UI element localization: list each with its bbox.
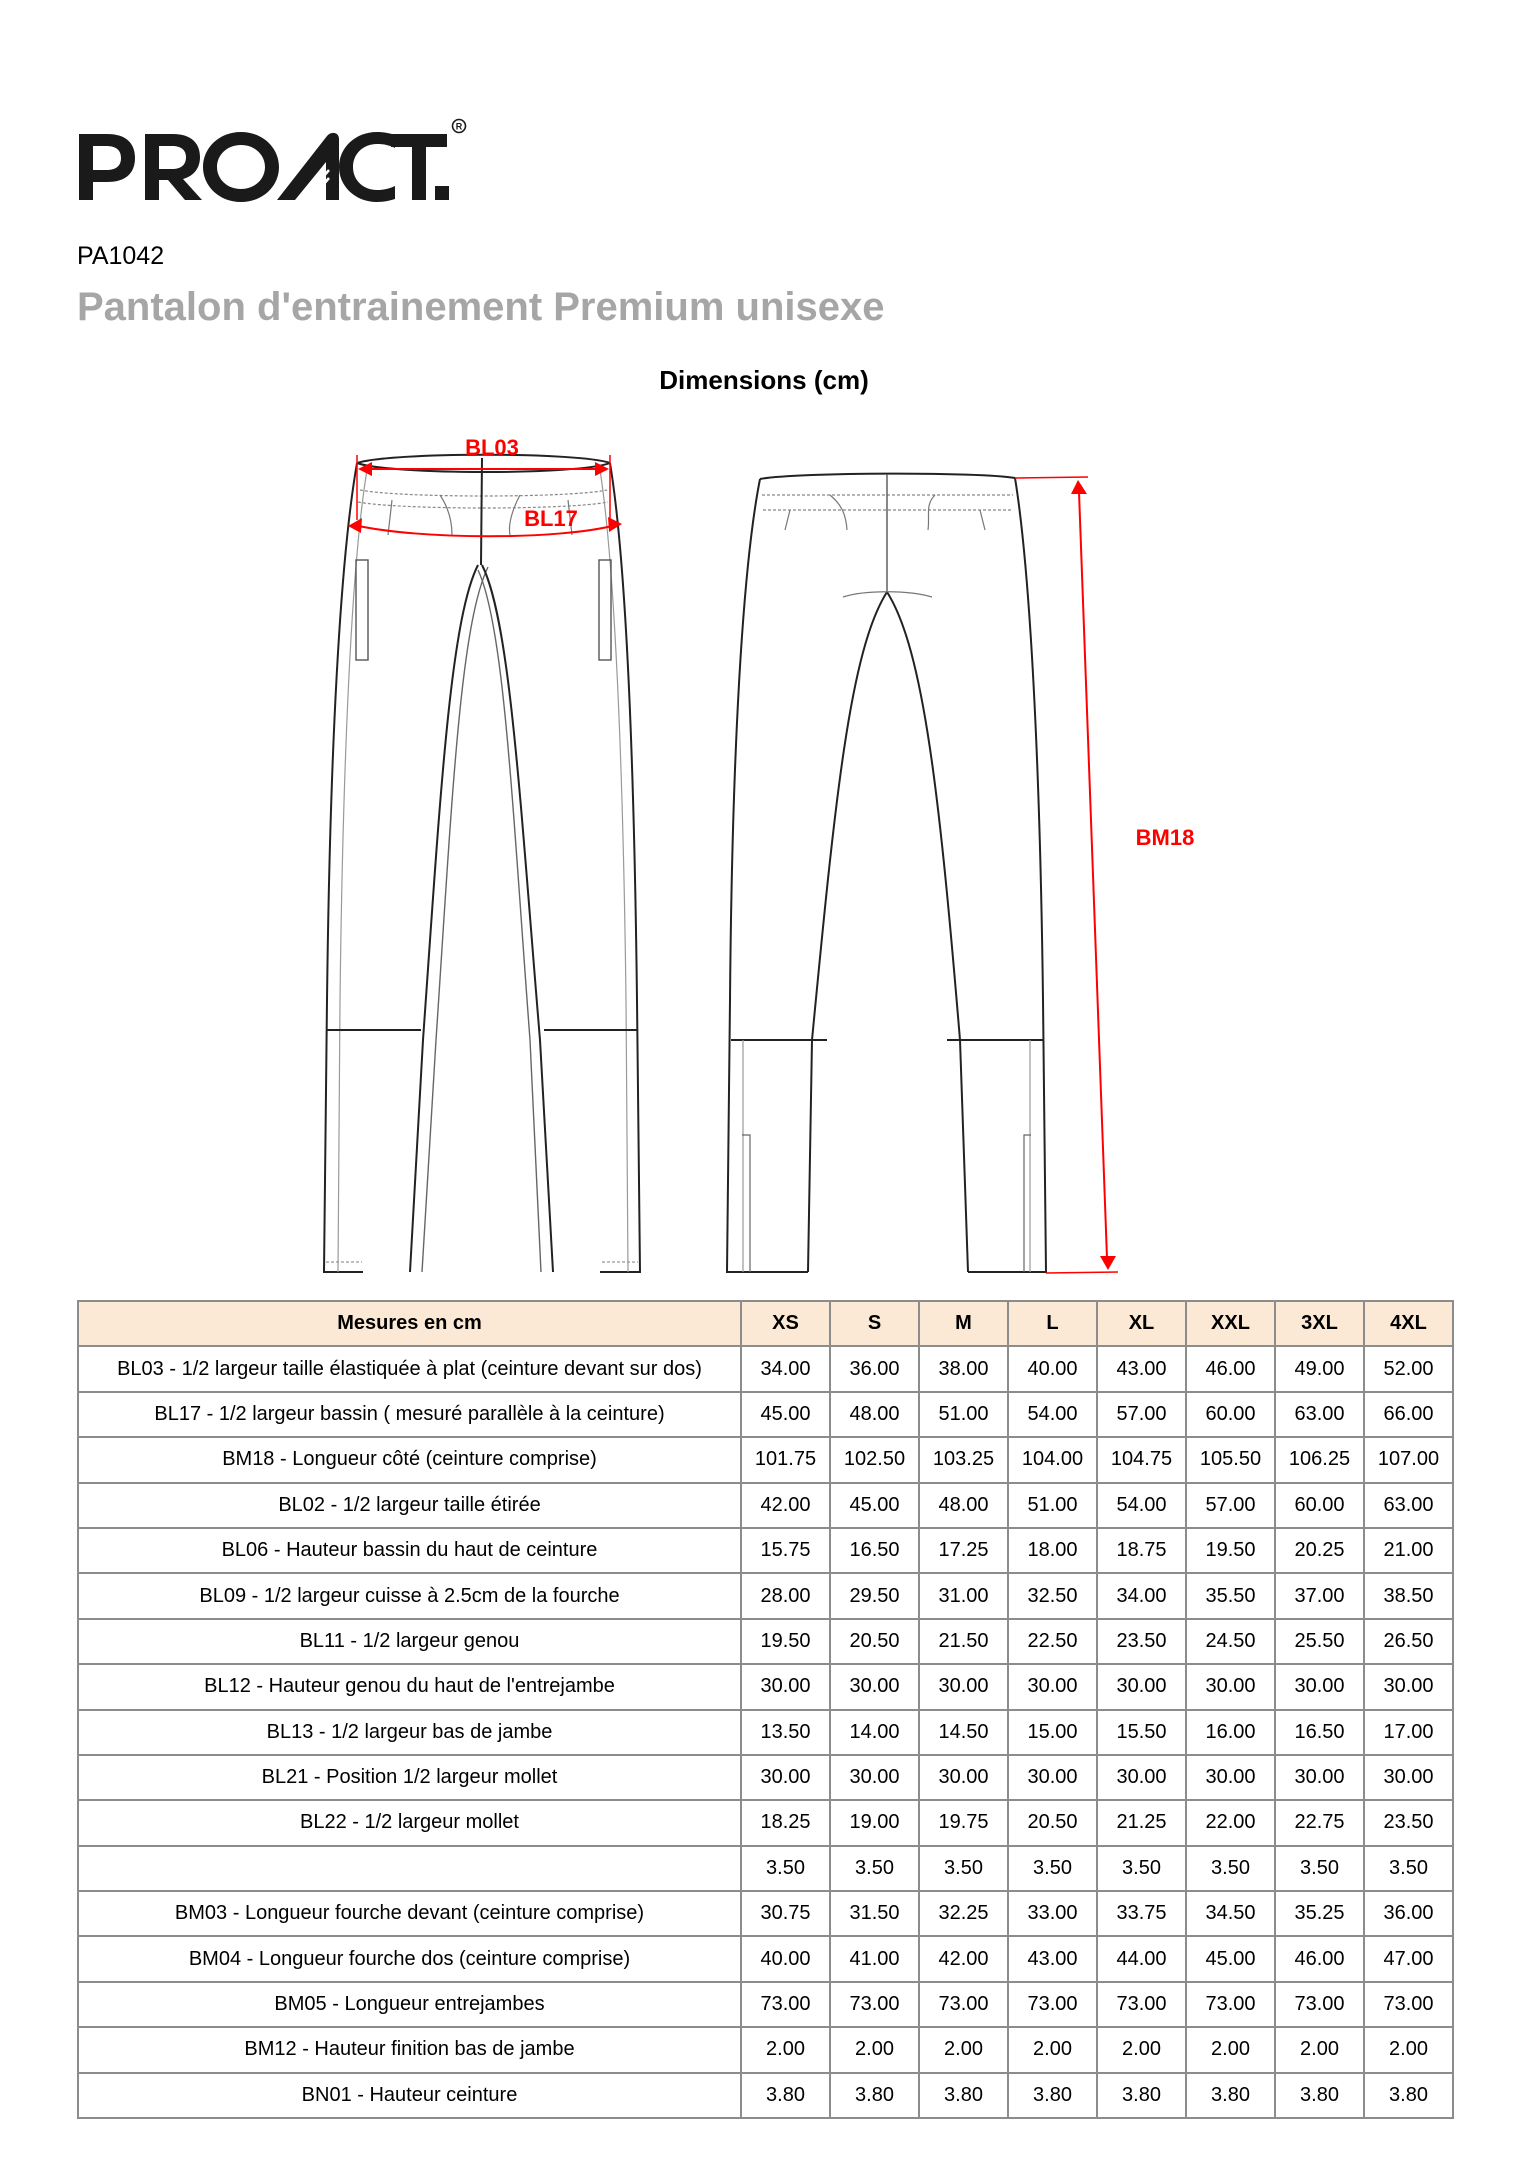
measurement-label: BM03 - Longueur fourche devant (ceinture comprise) — [78, 1891, 741, 1936]
measurement-value: 48.00 — [830, 1392, 919, 1437]
measurement-value: 106.25 — [1275, 1437, 1364, 1482]
header-size-l: L — [1008, 1301, 1097, 1346]
table-row — [78, 1437, 1453, 1482]
measurement-value: 30.00 — [919, 1664, 1008, 1709]
logo-letter-r — [145, 134, 202, 200]
measurement-value: 19.00 — [830, 1800, 919, 1845]
measurement-value: 45.00 — [741, 1392, 830, 1437]
measurement-value: 24.50 — [1186, 1619, 1275, 1664]
measurement-label: BL02 - 1/2 largeur taille étirée — [78, 1483, 741, 1528]
table-body — [78, 1346, 1453, 2118]
measurement-value: 22.00 — [1186, 1800, 1275, 1845]
header-size-xs: XS — [741, 1301, 830, 1346]
measurement-value: 3.80 — [830, 2073, 919, 2118]
measurement-value: 73.00 — [1008, 1982, 1097, 2027]
technical-drawing — [300, 420, 1200, 1300]
logo-letter-o — [203, 132, 279, 202]
measurement-value: 49.00 — [1275, 1346, 1364, 1391]
table-row — [78, 1528, 1453, 1573]
measurement-value: 105.50 — [1186, 1437, 1275, 1482]
measurement-value: 60.00 — [1186, 1392, 1275, 1437]
measurement-value: 45.00 — [1186, 1936, 1275, 1981]
measurement-value: 34.50 — [1186, 1891, 1275, 1936]
table-row — [78, 1619, 1453, 1664]
measurement-value: 17.00 — [1364, 1710, 1453, 1755]
measurement-value: 35.50 — [1186, 1573, 1275, 1618]
header-size-xl: XL — [1097, 1301, 1186, 1346]
measurement-value: 38.50 — [1364, 1573, 1453, 1618]
measurement-label: BL03 - 1/2 largeur taille élastiquée à plat (ceinture devant sur dos) — [78, 1346, 741, 1391]
measurement-label: BL06 - Hauteur bassin du haut de ceinture — [78, 1528, 741, 1573]
measurement-value: 46.00 — [1275, 1936, 1364, 1981]
table-row — [78, 1483, 1453, 1528]
measurement-value: 3.50 — [1008, 1846, 1097, 1891]
header-size-s: S — [830, 1301, 919, 1346]
measurement-value: 52.00 — [1364, 1346, 1453, 1391]
measurement-value: 42.00 — [919, 1936, 1008, 1981]
measurement-value: 16.50 — [830, 1528, 919, 1573]
measurement-value: 32.50 — [1008, 1573, 1097, 1618]
table-row — [78, 1392, 1453, 1437]
measurement-value: 47.00 — [1364, 1936, 1453, 1981]
dimensions-title — [0, 364, 1528, 396]
measurement-value: 3.80 — [741, 2073, 830, 2118]
table-header-row — [78, 1301, 1453, 1346]
measurement-value: 73.00 — [1097, 1982, 1186, 2027]
measurement-value: 30.00 — [1364, 1664, 1453, 1709]
measurement-value: 35.25 — [1275, 1891, 1364, 1936]
bl03-label: BL03 — [465, 435, 519, 460]
measurement-value: 104.75 — [1097, 1437, 1186, 1482]
measurement-value: 21.50 — [919, 1619, 1008, 1664]
measurement-value: 30.00 — [1008, 1755, 1097, 1800]
back-view — [727, 474, 1046, 1272]
measurement-value: 73.00 — [830, 1982, 919, 2027]
measurement-value: 32.25 — [919, 1891, 1008, 1936]
logo-letter-a — [277, 133, 339, 200]
measurement-label: BL11 - 1/2 largeur genou — [78, 1619, 741, 1664]
measurement-value: 30.00 — [1364, 1755, 1453, 1800]
table-row — [78, 1982, 1453, 2027]
measurement-value: 3.50 — [919, 1846, 1008, 1891]
measurement-label: BL22 - 1/2 largeur mollet — [78, 1800, 741, 1845]
measurement-value: 3.50 — [1186, 1846, 1275, 1891]
measurement-value: 33.00 — [1008, 1891, 1097, 1936]
measurement-value: 26.50 — [1364, 1619, 1453, 1664]
measurement-value: 13.50 — [741, 1710, 830, 1755]
measurement-value: 36.00 — [830, 1346, 919, 1391]
measurement-value: 20.50 — [1008, 1800, 1097, 1845]
measurement-value: 14.50 — [919, 1710, 1008, 1755]
measurement-value: 3.80 — [1008, 2073, 1097, 2118]
table-row — [78, 1573, 1453, 1618]
measurement-value: 25.50 — [1275, 1619, 1364, 1664]
measurement-value: 51.00 — [919, 1392, 1008, 1437]
measurement-value: 20.25 — [1275, 1528, 1364, 1573]
header-size-m: M — [919, 1301, 1008, 1346]
size-chart-table — [77, 1300, 1454, 2119]
measurement-value: 63.00 — [1364, 1483, 1453, 1528]
table-row — [78, 1846, 1453, 1891]
measurement-value: 18.25 — [741, 1800, 830, 1845]
measurement-label: BM05 - Longueur entrejambes — [78, 1982, 741, 2027]
measurement-value: 30.00 — [1275, 1664, 1364, 1709]
measurement-value: 45.00 — [830, 1483, 919, 1528]
table-row — [78, 1800, 1453, 1845]
measurement-value: 57.00 — [1097, 1392, 1186, 1437]
measurement-value: 30.00 — [1186, 1755, 1275, 1800]
measurement-value: 3.80 — [1097, 2073, 1186, 2118]
proact-logo — [77, 118, 477, 208]
measurement-value: 3.50 — [830, 1846, 919, 1891]
measurement-value: 21.25 — [1097, 1800, 1186, 1845]
logo-period — [435, 186, 449, 200]
measurement-value: 2.00 — [1186, 2027, 1275, 2072]
measurement-value: 15.00 — [1008, 1710, 1097, 1755]
measurement-value: 54.00 — [1008, 1392, 1097, 1437]
measurement-value: 30.00 — [830, 1755, 919, 1800]
measurement-value: 43.00 — [1008, 1936, 1097, 1981]
measurement-value: 73.00 — [1186, 1982, 1275, 2027]
measurement-value: 3.80 — [1364, 2073, 1453, 2118]
logo-letter-c — [339, 132, 395, 202]
measurement-value: 3.50 — [1275, 1846, 1364, 1891]
measurement-value: 2.00 — [1364, 2027, 1453, 2072]
measurement-value: 41.00 — [830, 1936, 919, 1981]
measurement-value: 31.50 — [830, 1891, 919, 1936]
measurement-value: 30.00 — [1008, 1664, 1097, 1709]
table-row — [78, 2073, 1453, 2118]
measurement-value: 30.00 — [1097, 1664, 1186, 1709]
measurement-value: 30.00 — [830, 1664, 919, 1709]
measurement-value: 51.00 — [1008, 1483, 1097, 1528]
measurement-label: BN01 - Hauteur ceinture — [78, 2073, 741, 2118]
measurement-label — [78, 1846, 741, 1891]
measurement-value: 30.00 — [919, 1755, 1008, 1800]
measurement-value: 15.50 — [1097, 1710, 1186, 1755]
measurement-value: 3.80 — [1186, 2073, 1275, 2118]
measurement-value: 3.80 — [1275, 2073, 1364, 2118]
measurement-value: 15.75 — [741, 1528, 830, 1573]
header-size-4xl: 4XL — [1364, 1301, 1453, 1346]
table-row — [78, 1891, 1453, 1936]
header-size-xxl: XXL — [1186, 1301, 1275, 1346]
measurement-annotations — [348, 435, 1194, 1273]
measurement-value: 19.50 — [1186, 1528, 1275, 1573]
measurement-value: 40.00 — [1008, 1346, 1097, 1391]
measurement-label: BM04 - Longueur fourche dos (ceinture comprise) — [78, 1936, 741, 1981]
measurement-value: 48.00 — [919, 1483, 1008, 1528]
front-view — [324, 455, 640, 1272]
table-row — [78, 2027, 1453, 2072]
measurement-value: 40.00 — [741, 1936, 830, 1981]
logo-letter-p — [79, 134, 135, 200]
measurement-value: 2.00 — [741, 2027, 830, 2072]
measurement-value: 22.75 — [1275, 1800, 1364, 1845]
measurement-value: 30.00 — [1186, 1664, 1275, 1709]
measurement-value: 60.00 — [1275, 1483, 1364, 1528]
measurement-value: 2.00 — [1275, 2027, 1364, 2072]
measurement-value: 30.00 — [1275, 1755, 1364, 1800]
table-row — [78, 1346, 1453, 1391]
measurement-value: 37.00 — [1275, 1573, 1364, 1618]
measurement-value: 102.50 — [830, 1437, 919, 1482]
measurement-value: 44.00 — [1097, 1936, 1186, 1981]
svg-text:R: R — [455, 121, 463, 132]
table-row — [78, 1664, 1453, 1709]
product-code: PA1042 — [77, 242, 165, 270]
measurement-value: 23.50 — [1097, 1619, 1186, 1664]
measurement-value: 19.50 — [741, 1619, 830, 1664]
measurement-value: 3.50 — [1364, 1846, 1453, 1891]
bl17-label: BL17 — [524, 506, 578, 531]
bm18-label: BM18 — [1135, 825, 1195, 850]
measurement-value: 101.75 — [741, 1437, 830, 1482]
measurement-value: 57.00 — [1186, 1483, 1275, 1528]
measurement-value: 34.00 — [1097, 1573, 1186, 1618]
measurement-label: BL09 - 1/2 largeur cuisse à 2.5cm de la fourche — [78, 1573, 741, 1618]
measurement-value: 18.75 — [1097, 1528, 1186, 1573]
measurement-value: 103.25 — [919, 1437, 1008, 1482]
measurement-value: 2.00 — [1097, 2027, 1186, 2072]
measurement-label: BM12 - Hauteur finition bas de jambe — [78, 2027, 741, 2072]
measurement-value: 42.00 — [741, 1483, 830, 1528]
header-measures: Mesures en cm — [78, 1301, 741, 1346]
table-row — [78, 1936, 1453, 1981]
measurement-value: 2.00 — [830, 2027, 919, 2072]
measurement-value: 73.00 — [1364, 1982, 1453, 2027]
dimensions-title-text: Dimensions (cm) — [659, 365, 869, 395]
measurement-value: 16.50 — [1275, 1710, 1364, 1755]
measurement-value: 104.00 — [1008, 1437, 1097, 1482]
header-size-3xl: 3XL — [1275, 1301, 1364, 1346]
measurement-value: 17.25 — [919, 1528, 1008, 1573]
measurement-label: BL17 - 1/2 largeur bassin ( mesuré parallèle à la ceinture) — [78, 1392, 741, 1437]
measurement-value: 18.00 — [1008, 1528, 1097, 1573]
measurement-value: 19.75 — [919, 1800, 1008, 1845]
measurement-value: 2.00 — [919, 2027, 1008, 2072]
measurement-value: 30.00 — [741, 1755, 830, 1800]
measurement-value: 66.00 — [1364, 1392, 1453, 1437]
measurement-value: 73.00 — [741, 1982, 830, 2027]
table-row — [78, 1755, 1453, 1800]
measurement-value: 3.80 — [919, 2073, 1008, 2118]
measurement-value: 30.75 — [741, 1891, 830, 1936]
measurement-value: 28.00 — [741, 1573, 830, 1618]
measurement-value: 16.00 — [1186, 1710, 1275, 1755]
measurement-value: 3.50 — [1097, 1846, 1186, 1891]
measurement-label: BL12 - Hauteur genou du haut de l'entrejambe — [78, 1664, 741, 1709]
measurement-value: 31.00 — [919, 1573, 1008, 1618]
measurement-value: 2.00 — [1008, 2027, 1097, 2072]
measurement-value: 29.50 — [830, 1573, 919, 1618]
measurement-value: 30.00 — [1097, 1755, 1186, 1800]
measurement-value: 23.50 — [1364, 1800, 1453, 1845]
measurement-value: 34.00 — [741, 1346, 830, 1391]
measurement-label: BL21 - Position 1/2 largeur mollet — [78, 1755, 741, 1800]
measurement-value: 46.00 — [1186, 1346, 1275, 1391]
measurement-value: 3.50 — [741, 1846, 830, 1891]
product-title: Pantalon d'entrainement Premium unisexe — [77, 285, 885, 329]
measurement-value: 63.00 — [1275, 1392, 1364, 1437]
measurement-label: BM18 - Longueur côté (ceinture comprise) — [78, 1437, 741, 1482]
measurement-value: 30.00 — [741, 1664, 830, 1709]
measurement-value: 107.00 — [1364, 1437, 1453, 1482]
measurement-value: 73.00 — [1275, 1982, 1364, 2027]
measurement-value: 20.50 — [830, 1619, 919, 1664]
table-row — [78, 1710, 1453, 1755]
measurement-label: BL13 - 1/2 largeur bas de jambe — [78, 1710, 741, 1755]
measurement-value: 21.00 — [1364, 1528, 1453, 1573]
measurement-value: 33.75 — [1097, 1891, 1186, 1936]
measurement-value: 38.00 — [919, 1346, 1008, 1391]
measurement-value: 14.00 — [830, 1710, 919, 1755]
measurement-value: 73.00 — [919, 1982, 1008, 2027]
measurement-value: 43.00 — [1097, 1346, 1186, 1391]
measurement-value: 36.00 — [1364, 1891, 1453, 1936]
measurement-value: 22.50 — [1008, 1619, 1097, 1664]
measurement-value: 54.00 — [1097, 1483, 1186, 1528]
